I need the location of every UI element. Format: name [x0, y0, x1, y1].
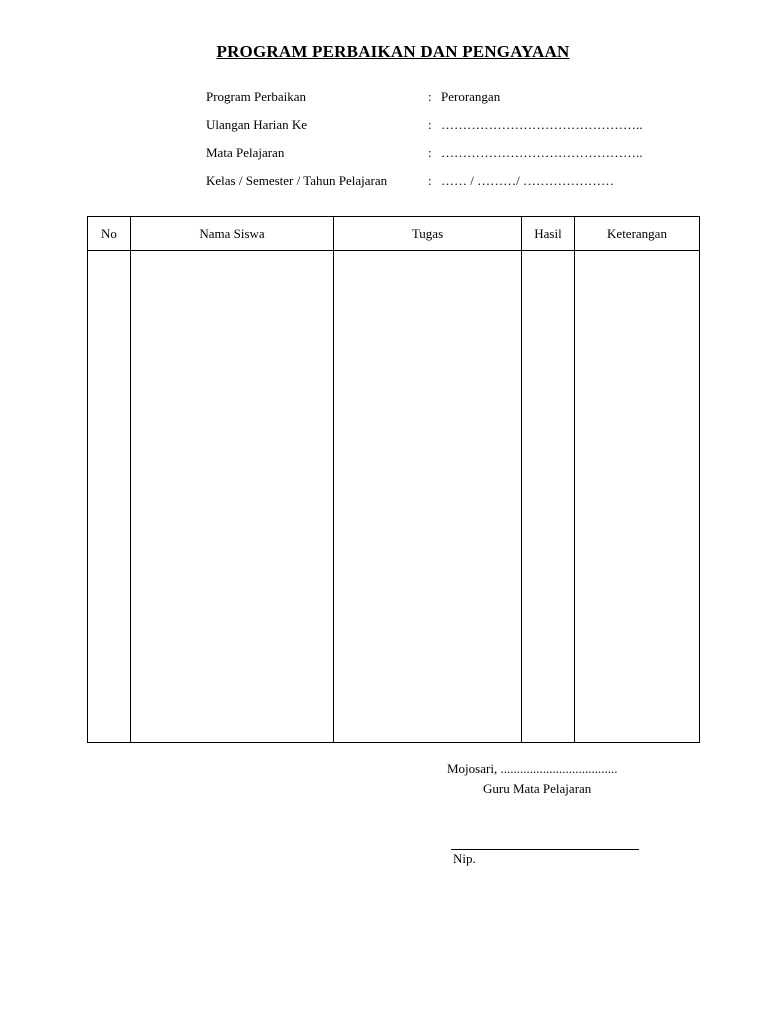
table-cell-no[interactable] [88, 251, 131, 743]
table-row [88, 251, 700, 743]
table-cell-hasil[interactable] [522, 251, 575, 743]
info-value: …… / ………/ ………………… [441, 173, 614, 188]
table-cell-tugas[interactable] [334, 251, 522, 743]
signature-role: Guru Mata Pelajaran [483, 781, 592, 796]
column-header-hasil: Hasil [522, 217, 575, 251]
info-colon: : [428, 173, 432, 188]
document-title: PROGRAM PERBAIKAN DAN PENGAYAAN [216, 42, 570, 61]
column-header-nama-siswa: Nama Siswa [131, 217, 334, 251]
signature-nip-label: Nip. [453, 851, 476, 866]
table-cell-keterangan[interactable] [575, 251, 700, 743]
signature-place-date: Mojosari, .................................... [447, 761, 618, 776]
info-colon: : [428, 89, 432, 104]
info-label: Mata Pelajaran [206, 145, 285, 160]
student-table [87, 216, 700, 743]
student-table-container [87, 216, 699, 743]
info-label: Program Perbaikan [206, 89, 307, 104]
info-value: ……………………………………….. [441, 145, 643, 160]
info-label: Ulangan Harian Ke [206, 117, 308, 132]
table-cell-nama-siswa[interactable] [131, 251, 334, 743]
column-header-keterangan: Keterangan [575, 217, 700, 251]
info-colon: : [428, 117, 432, 132]
table-header-row [88, 217, 700, 251]
info-colon: : [428, 145, 432, 160]
info-label: Kelas / Semester / Tahun Pelajaran [206, 173, 388, 188]
column-header-no: No [88, 217, 131, 251]
signature-line [451, 849, 639, 850]
info-value: Perorangan [441, 89, 501, 104]
info-value: ……………………………………….. [441, 117, 643, 132]
column-header-tugas: Tugas [334, 217, 522, 251]
